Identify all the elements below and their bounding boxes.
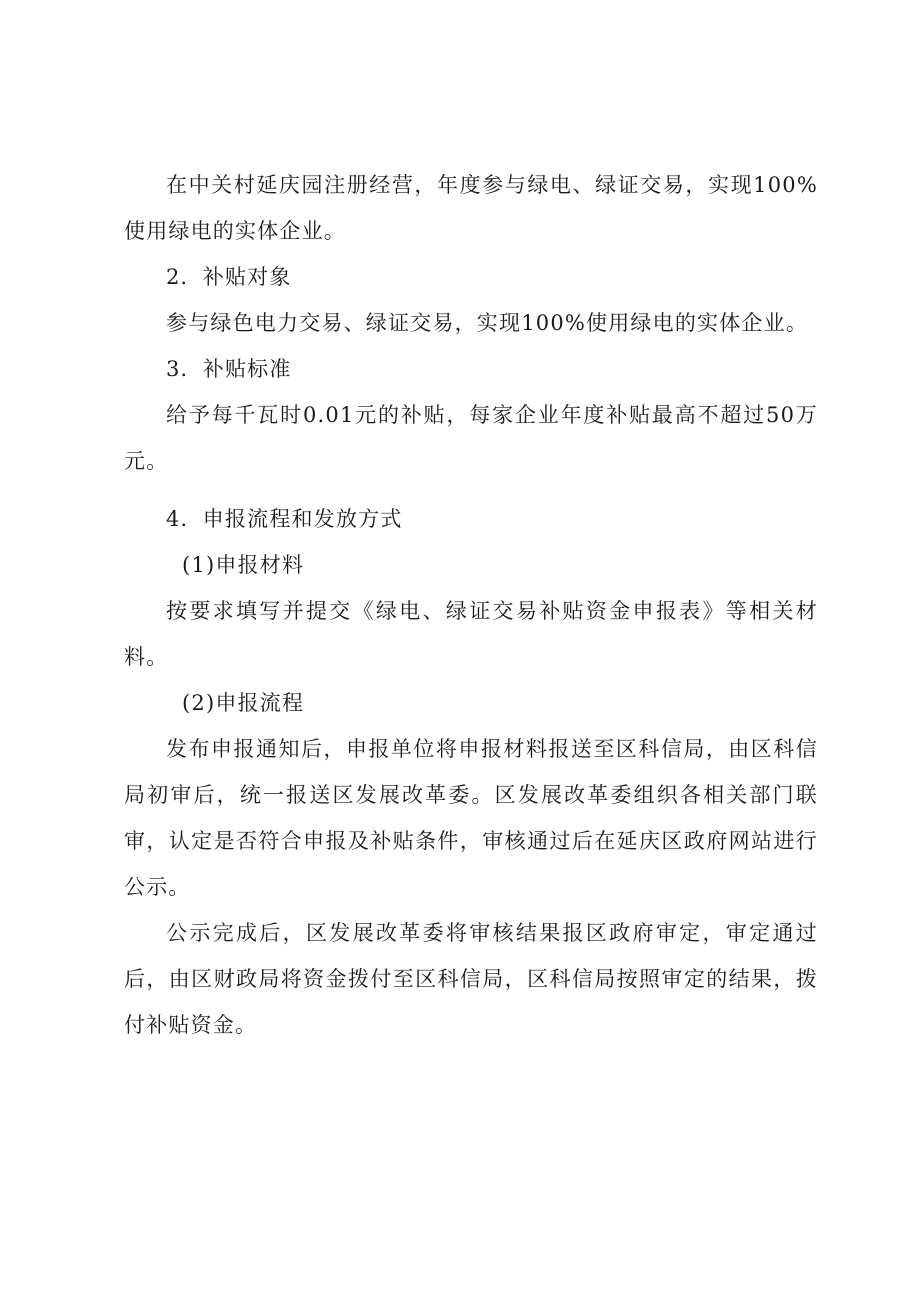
paragraph-materials: 按要求填写并提交《绿电、绿证交易补贴资金申报表》等相关材料。 <box>124 599 818 669</box>
subheading-process: (2)申报流程 <box>182 691 305 715</box>
paragraph-subsidy-standard: 给予每千瓦时0.01元的补贴，每家企业年度补贴最高不超过50万元。 <box>124 403 818 473</box>
paragraph-eligibility: 在中关村延庆园注册经营，年度参与绿电、绿证交易，实现100%使用绿电的实体企业。 <box>124 173 818 243</box>
section-heading-process: 4．申报流程和发放方式 <box>166 507 403 531</box>
section-heading-subsidy-standard: 3．补贴标准 <box>166 357 292 381</box>
paragraph-subsidy-target: 参与绿色电力交易、绿证交易，实现100%使用绿电的实体企业。 <box>166 311 809 335</box>
paragraph-disbursement: 公示完成后，区发展改革委将审核结果报区政府审定，审定通过后，由区财政局将资金拨付至区科信局，区科信局按照审定的结果，拨付补贴资金。 <box>124 921 818 1037</box>
paragraph-process: 发布申报通知后，申报单位将申报材料报送至区科信局，由区科信局初审后，统一报送区发展改革委。区发展改革委组织各相关部门联审，认定是否符合申报及补贴条件，审核通过后在延庆区政府网站进行公示。 <box>124 737 818 899</box>
document-body <box>124 162 818 1048</box>
section-heading-subsidy-target: 2．补贴对象 <box>166 265 292 289</box>
spacer <box>124 484 818 496</box>
subheading-materials: (1)申报材料 <box>182 553 305 577</box>
